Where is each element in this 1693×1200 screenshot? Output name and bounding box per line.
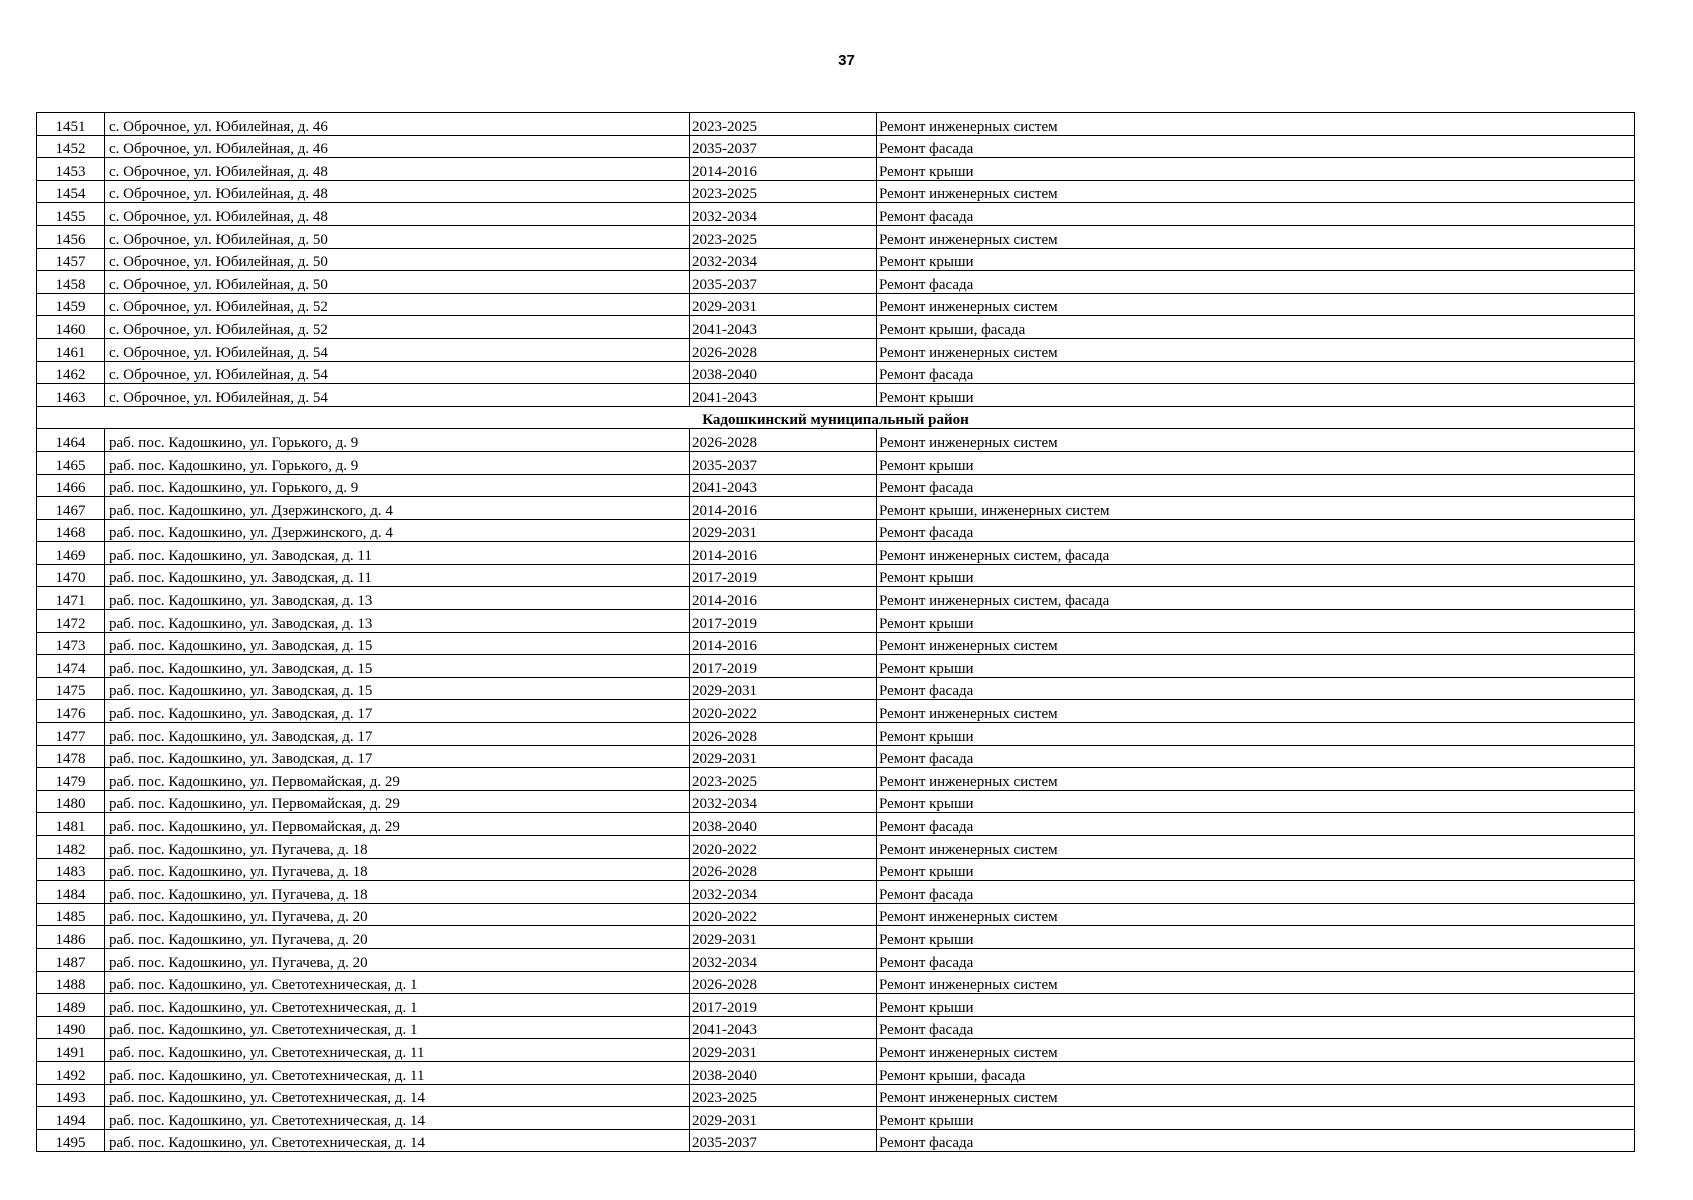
table-row [37, 790, 1635, 813]
period-cell: 2023-2025 [690, 180, 877, 203]
address-cell: с. Оброчное, ул. Юбилейная, д. 48 [105, 180, 690, 203]
address-cell: раб. пос. Кадошкино, ул. Заводская, д. 13 [105, 610, 690, 633]
row-number-cell: 1488 [37, 971, 105, 994]
period-cell: 2032-2034 [690, 948, 877, 971]
table-row [37, 926, 1635, 949]
address-cell: раб. пос. Кадошкино, ул. Заводская, д. 17 [105, 745, 690, 768]
address-cell: раб. пос. Кадошкино, ул. Пугачева, д. 20 [105, 903, 690, 926]
address-cell: с. Оброчное, ул. Юбилейная, д. 54 [105, 384, 690, 407]
row-number-cell: 1479 [37, 768, 105, 791]
period-cell: 2020-2022 [690, 700, 877, 723]
district-header-row [37, 406, 1635, 429]
row-number-cell: 1455 [37, 203, 105, 226]
work-type-cell: Ремонт фасада [877, 1016, 1635, 1039]
table-body [37, 113, 1635, 1152]
work-type-cell: Ремонт фасада [877, 948, 1635, 971]
period-cell: 2014-2016 [690, 632, 877, 655]
table-row [37, 994, 1635, 1017]
row-number-cell: 1459 [37, 293, 105, 316]
row-number-cell: 1453 [37, 158, 105, 181]
row-number-cell: 1495 [37, 1129, 105, 1152]
period-cell: 2014-2016 [690, 542, 877, 565]
period-cell: 2029-2031 [690, 926, 877, 949]
row-number-cell: 1469 [37, 542, 105, 565]
address-cell: раб. пос. Кадошкино, ул. Светотехническая, д. 1 [105, 1016, 690, 1039]
work-type-cell: Ремонт крыши, фасада [877, 1061, 1635, 1084]
work-type-cell: Ремонт инженерных систем [877, 180, 1635, 203]
address-cell: раб. пос. Кадошкино, ул. Светотехническая, д. 14 [105, 1129, 690, 1152]
period-cell: 2020-2022 [690, 903, 877, 926]
table-row [37, 451, 1635, 474]
table-row [37, 610, 1635, 633]
work-type-cell: Ремонт инженерных систем, фасада [877, 542, 1635, 565]
row-number-cell: 1483 [37, 858, 105, 881]
work-type-cell: Ремонт крыши [877, 1107, 1635, 1130]
row-number-cell: 1481 [37, 813, 105, 836]
table-row [37, 1107, 1635, 1130]
table-row [37, 632, 1635, 655]
period-cell: 2029-2031 [690, 293, 877, 316]
repair-schedule-table [36, 112, 1635, 1152]
work-type-cell: Ремонт фасада [877, 361, 1635, 384]
work-type-cell: Ремонт фасада [877, 135, 1635, 158]
period-cell: 2014-2016 [690, 158, 877, 181]
period-cell: 2029-2031 [690, 745, 877, 768]
address-cell: с. Оброчное, ул. Юбилейная, д. 52 [105, 293, 690, 316]
address-cell: раб. пос. Кадошкино, ул. Горького, д. 9 [105, 429, 690, 452]
work-type-cell: Ремонт крыши, инженерных систем [877, 497, 1635, 520]
address-cell: раб. пос. Кадошкино, ул. Светотехническая, д. 1 [105, 971, 690, 994]
period-cell: 2035-2037 [690, 271, 877, 294]
work-type-cell: Ремонт инженерных систем [877, 971, 1635, 994]
table-row [37, 971, 1635, 994]
row-number-cell: 1491 [37, 1039, 105, 1062]
table-row [37, 429, 1635, 452]
row-number-cell: 1474 [37, 655, 105, 678]
work-type-cell: Ремонт крыши [877, 655, 1635, 678]
work-type-cell: Ремонт инженерных систем [877, 836, 1635, 859]
period-cell: 2023-2025 [690, 1084, 877, 1107]
row-number-cell: 1493 [37, 1084, 105, 1107]
period-cell: 2041-2043 [690, 384, 877, 407]
table-row [37, 361, 1635, 384]
address-cell: раб. пос. Кадошкино, ул. Дзержинского, д. 4 [105, 497, 690, 520]
period-cell: 2032-2034 [690, 790, 877, 813]
row-number-cell: 1461 [37, 338, 105, 361]
address-cell: раб. пос. Кадошкино, ул. Заводская, д. 15 [105, 632, 690, 655]
row-number-cell: 1485 [37, 903, 105, 926]
table-row [37, 700, 1635, 723]
period-cell: 2023-2025 [690, 768, 877, 791]
table-row [37, 564, 1635, 587]
table-row [37, 587, 1635, 610]
table-row [37, 248, 1635, 271]
work-type-cell: Ремонт фасада [877, 474, 1635, 497]
row-number-cell: 1489 [37, 994, 105, 1017]
table-row [37, 948, 1635, 971]
period-cell: 2035-2037 [690, 1129, 877, 1152]
table-row [37, 135, 1635, 158]
address-cell: раб. пос. Кадошкино, ул. Заводская, д. 13 [105, 587, 690, 610]
period-cell: 2041-2043 [690, 1016, 877, 1039]
address-cell: раб. пос. Кадошкино, ул. Светотехническая, д. 14 [105, 1084, 690, 1107]
table-row [37, 519, 1635, 542]
table-row [37, 1084, 1635, 1107]
table-row [37, 180, 1635, 203]
address-cell: раб. пос. Кадошкино, ул. Заводская, д. 15 [105, 655, 690, 678]
address-cell: раб. пос. Кадошкино, ул. Заводская, д. 15 [105, 677, 690, 700]
table-row [37, 723, 1635, 746]
table-row [37, 316, 1635, 339]
row-number-cell: 1471 [37, 587, 105, 610]
work-type-cell: Ремонт крыши [877, 790, 1635, 813]
period-cell: 2035-2037 [690, 135, 877, 158]
address-cell: раб. пос. Кадошкино, ул. Светотехническая, д. 14 [105, 1107, 690, 1130]
table-row [37, 1039, 1635, 1062]
address-cell: раб. пос. Кадошкино, ул. Горького, д. 9 [105, 451, 690, 474]
period-cell: 2029-2031 [690, 1039, 877, 1062]
address-cell: раб. пос. Кадошкино, ул. Светотехническая, д. 11 [105, 1061, 690, 1084]
table-row [37, 745, 1635, 768]
work-type-cell: Ремонт фасада [877, 519, 1635, 542]
address-cell: раб. пос. Кадошкино, ул. Светотехническая, д. 1 [105, 994, 690, 1017]
table-row [37, 225, 1635, 248]
row-number-cell: 1470 [37, 564, 105, 587]
table-row [37, 655, 1635, 678]
work-type-cell: Ремонт фасада [877, 745, 1635, 768]
row-number-cell: 1487 [37, 948, 105, 971]
table-row [37, 1016, 1635, 1039]
period-cell: 2026-2028 [690, 429, 877, 452]
row-number-cell: 1475 [37, 677, 105, 700]
table-row [37, 768, 1635, 791]
row-number-cell: 1468 [37, 519, 105, 542]
row-number-cell: 1477 [37, 723, 105, 746]
work-type-cell: Ремонт инженерных систем [877, 768, 1635, 791]
address-cell: раб. пос. Кадошкино, ул. Первомайская, д. 29 [105, 813, 690, 836]
work-type-cell: Ремонт инженерных систем [877, 700, 1635, 723]
address-cell: раб. пос. Кадошкино, ул. Заводская, д. 17 [105, 723, 690, 746]
address-cell: раб. пос. Кадошкино, ул. Заводская, д. 17 [105, 700, 690, 723]
address-cell: с. Оброчное, ул. Юбилейная, д. 46 [105, 135, 690, 158]
work-type-cell: Ремонт инженерных систем [877, 632, 1635, 655]
table-row [37, 271, 1635, 294]
work-type-cell: Ремонт крыши [877, 610, 1635, 633]
period-cell: 2035-2037 [690, 451, 877, 474]
work-type-cell: Ремонт инженерных систем [877, 113, 1635, 136]
table-row [37, 338, 1635, 361]
row-number-cell: 1482 [37, 836, 105, 859]
work-type-cell: Ремонт инженерных систем [877, 1084, 1635, 1107]
row-number-cell: 1478 [37, 745, 105, 768]
district-name: Кадошкинский муниципальный район [37, 406, 1635, 429]
row-number-cell: 1454 [37, 180, 105, 203]
address-cell: раб. пос. Кадошкино, ул. Светотехническая, д. 11 [105, 1039, 690, 1062]
work-type-cell: Ремонт крыши [877, 926, 1635, 949]
work-type-cell: Ремонт инженерных систем [877, 903, 1635, 926]
row-number-cell: 1486 [37, 926, 105, 949]
address-cell: с. Оброчное, ул. Юбилейная, д. 52 [105, 316, 690, 339]
period-cell: 2026-2028 [690, 338, 877, 361]
row-number-cell: 1462 [37, 361, 105, 384]
period-cell: 2017-2019 [690, 610, 877, 633]
address-cell: раб. пос. Кадошкино, ул. Пугачева, д. 18 [105, 858, 690, 881]
work-type-cell: Ремонт фасада [877, 203, 1635, 226]
row-number-cell: 1492 [37, 1061, 105, 1084]
work-type-cell: Ремонт инженерных систем, фасада [877, 587, 1635, 610]
address-cell: раб. пос. Кадошкино, ул. Пугачева, д. 20 [105, 926, 690, 949]
period-cell: 2014-2016 [690, 587, 877, 610]
row-number-cell: 1484 [37, 881, 105, 904]
address-cell: раб. пос. Кадошкино, ул. Дзержинского, д. 4 [105, 519, 690, 542]
work-type-cell: Ремонт фасада [877, 677, 1635, 700]
row-number-cell: 1458 [37, 271, 105, 294]
period-cell: 2032-2034 [690, 203, 877, 226]
work-type-cell: Ремонт фасада [877, 881, 1635, 904]
page-number: 37 [838, 52, 855, 69]
table-row [37, 903, 1635, 926]
row-number-cell: 1463 [37, 384, 105, 407]
row-number-cell: 1476 [37, 700, 105, 723]
work-type-cell: Ремонт инженерных систем [877, 1039, 1635, 1062]
period-cell: 2032-2034 [690, 248, 877, 271]
period-cell: 2023-2025 [690, 225, 877, 248]
work-type-cell: Ремонт фасада [877, 813, 1635, 836]
table-row [37, 384, 1635, 407]
row-number-cell: 1490 [37, 1016, 105, 1039]
table-row [37, 293, 1635, 316]
work-type-cell: Ремонт инженерных систем [877, 293, 1635, 316]
row-number-cell: 1494 [37, 1107, 105, 1130]
row-number-cell: 1460 [37, 316, 105, 339]
address-cell: с. Оброчное, ул. Юбилейная, д. 50 [105, 248, 690, 271]
table-row [37, 158, 1635, 181]
row-number-cell: 1456 [37, 225, 105, 248]
period-cell: 2014-2016 [690, 497, 877, 520]
row-number-cell: 1473 [37, 632, 105, 655]
table-row [37, 1061, 1635, 1084]
work-type-cell: Ремонт крыши [877, 384, 1635, 407]
address-cell: раб. пос. Кадошкино, ул. Заводская, д. 11 [105, 542, 690, 565]
address-cell: с. Оброчное, ул. Юбилейная, д. 54 [105, 361, 690, 384]
address-cell: раб. пос. Кадошкино, ул. Горького, д. 9 [105, 474, 690, 497]
work-type-cell: Ремонт крыши, фасада [877, 316, 1635, 339]
period-cell: 2038-2040 [690, 361, 877, 384]
period-cell: 2017-2019 [690, 994, 877, 1017]
table-row [37, 813, 1635, 836]
period-cell: 2026-2028 [690, 971, 877, 994]
period-cell: 2020-2022 [690, 836, 877, 859]
address-cell: раб. пос. Кадошкино, ул. Первомайская, д. 29 [105, 768, 690, 791]
period-cell: 2038-2040 [690, 813, 877, 836]
address-cell: с. Оброчное, ул. Юбилейная, д. 50 [105, 271, 690, 294]
address-cell: с. Оброчное, ул. Юбилейная, д. 54 [105, 338, 690, 361]
work-type-cell: Ремонт крыши [877, 994, 1635, 1017]
period-cell: 2026-2028 [690, 858, 877, 881]
address-cell: раб. пос. Кадошкино, ул. Заводская, д. 11 [105, 564, 690, 587]
work-type-cell: Ремонт инженерных систем [877, 225, 1635, 248]
address-cell: раб. пос. Кадошкино, ул. Пугачева, д. 20 [105, 948, 690, 971]
work-type-cell: Ремонт крыши [877, 248, 1635, 271]
period-cell: 2023-2025 [690, 113, 877, 136]
address-cell: с. Оброчное, ул. Юбилейная, д. 50 [105, 225, 690, 248]
period-cell: 2029-2031 [690, 1107, 877, 1130]
period-cell: 2017-2019 [690, 655, 877, 678]
period-cell: 2026-2028 [690, 723, 877, 746]
work-type-cell: Ремонт фасада [877, 1129, 1635, 1152]
period-cell: 2029-2031 [690, 677, 877, 700]
address-cell: с. Оброчное, ул. Юбилейная, д. 46 [105, 113, 690, 136]
row-number-cell: 1467 [37, 497, 105, 520]
table-row [37, 497, 1635, 520]
address-cell: с. Оброчное, ул. Юбилейная, д. 48 [105, 158, 690, 181]
address-cell: раб. пос. Кадошкино, ул. Пугачева, д. 18 [105, 881, 690, 904]
row-number-cell: 1451 [37, 113, 105, 136]
row-number-cell: 1472 [37, 610, 105, 633]
period-cell: 2032-2034 [690, 881, 877, 904]
table-row [37, 113, 1635, 136]
table-row [37, 881, 1635, 904]
row-number-cell: 1480 [37, 790, 105, 813]
work-type-cell: Ремонт фасада [877, 271, 1635, 294]
table-row [37, 542, 1635, 565]
work-type-cell: Ремонт крыши [877, 564, 1635, 587]
row-number-cell: 1465 [37, 451, 105, 474]
period-cell: 2017-2019 [690, 564, 877, 587]
work-type-cell: Ремонт крыши [877, 723, 1635, 746]
work-type-cell: Ремонт крыши [877, 451, 1635, 474]
address-cell: с. Оброчное, ул. Юбилейная, д. 48 [105, 203, 690, 226]
row-number-cell: 1452 [37, 135, 105, 158]
table-row [37, 1129, 1635, 1152]
table-row [37, 203, 1635, 226]
table-row [37, 677, 1635, 700]
row-number-cell: 1466 [37, 474, 105, 497]
table-row [37, 858, 1635, 881]
row-number-cell: 1464 [37, 429, 105, 452]
period-cell: 2038-2040 [690, 1061, 877, 1084]
address-cell: раб. пос. Кадошкино, ул. Первомайская, д. 29 [105, 790, 690, 813]
period-cell: 2029-2031 [690, 519, 877, 542]
work-type-cell: Ремонт крыши [877, 158, 1635, 181]
table-row [37, 836, 1635, 859]
period-cell: 2041-2043 [690, 316, 877, 339]
table-row [37, 474, 1635, 497]
address-cell: раб. пос. Кадошкино, ул. Пугачева, д. 18 [105, 836, 690, 859]
work-type-cell: Ремонт инженерных систем [877, 429, 1635, 452]
row-number-cell: 1457 [37, 248, 105, 271]
work-type-cell: Ремонт инженерных систем [877, 338, 1635, 361]
work-type-cell: Ремонт крыши [877, 858, 1635, 881]
period-cell: 2041-2043 [690, 474, 877, 497]
